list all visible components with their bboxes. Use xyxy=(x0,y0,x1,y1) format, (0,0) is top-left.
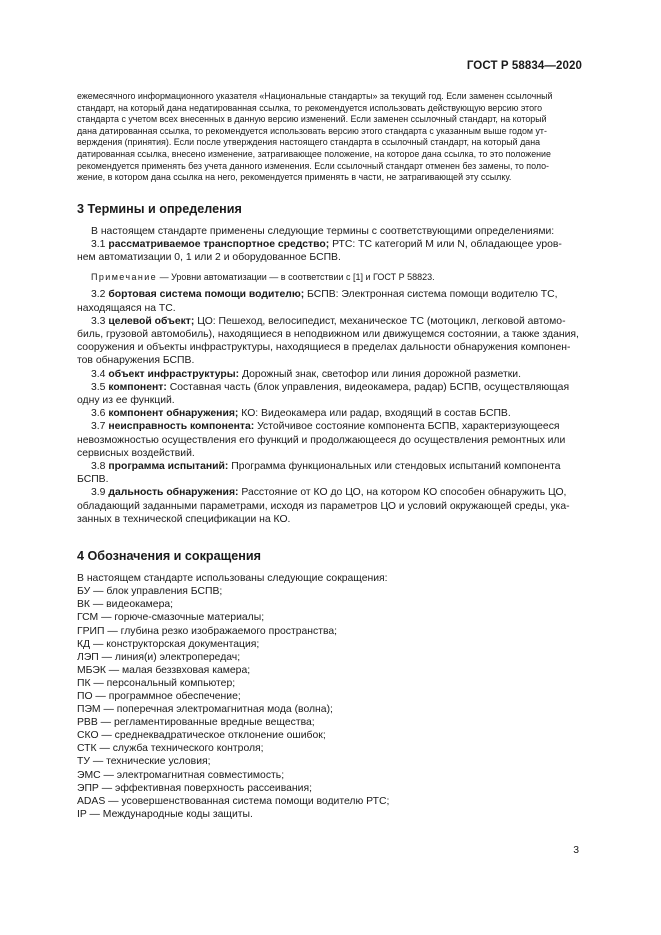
list-item: ПЭМ — поперечная электромагнитная мода (волна); xyxy=(77,704,333,716)
term-number: 3.6 xyxy=(91,408,106,420)
term-definition: ЦО: Пешеход, велосипедист, механическое ТС (мотоцикл, легковой автомо- xyxy=(194,315,566,327)
term-definition: РТС: ТС категорий M или N, обладающее уров- xyxy=(329,238,562,250)
term-3-6 xyxy=(77,407,582,420)
term-definition: Программа функциональных или стендовых испытаний компонента xyxy=(228,461,561,472)
text-line: БСПВ. xyxy=(77,474,109,486)
term-definition: Дорожный знак, светофор или линия дорожной разметки. xyxy=(239,368,521,380)
term-name: бортовая система помощи водителю; xyxy=(108,289,305,301)
term-definition: БСПВ: Электронная система помощи водителю ТС, xyxy=(304,289,558,301)
term-3-7 xyxy=(77,420,582,433)
list-item: ADAS — усовершенствованная система помощи водителю РТС; xyxy=(77,795,390,807)
text-line: стандарта с учетом всех внесенных в данную версию изменений. Если заменен ссылочный стандарт, на который xyxy=(77,114,547,125)
term-3-8 xyxy=(77,460,582,473)
list-item: СКО — среднеквадратическое отклонение ошибок; xyxy=(77,730,326,742)
term-number: 3.1 xyxy=(91,238,106,250)
term-number: 3.9 xyxy=(91,487,106,499)
list-item: БУ — блок управления БСПВ; xyxy=(77,586,223,598)
term-definition: Расстояние от КО до ЦО, на котором КО способен обнаружить ЦО, xyxy=(238,487,567,499)
text-line: стандарт, на который дана недатированная ссылка, то рекомендуется использовать действующую версию этого xyxy=(77,102,543,113)
term-definition: Составная часть (блок управления, видеокамера, радар) БСПВ, осуществляющая xyxy=(166,381,570,393)
list-item: МБЭК — малая беззвховая камера; xyxy=(77,664,251,676)
list-item: СТК — служба технического контроля; xyxy=(77,743,264,755)
list-item: КД — конструкторская документация; xyxy=(77,638,260,650)
note-label: Примечание xyxy=(91,272,158,283)
text-line: биль, грузовой автомобиль), находящиеся в неподвижном или движущемся состоянии, а также здания, xyxy=(77,328,579,340)
term-name: компонент: xyxy=(108,381,167,393)
list-item: ЛЭП — линия(и) электропередач; xyxy=(77,651,241,663)
term-number: 3.5 xyxy=(91,381,106,393)
note xyxy=(77,271,582,283)
term-number: 3.7 xyxy=(91,421,106,433)
term-name: целевой объект; xyxy=(108,315,195,327)
intro-paragraph xyxy=(77,91,582,184)
page-number: 3 xyxy=(573,845,579,856)
text-line: занных в технической спецификации на КО. xyxy=(77,513,291,525)
list-item: ЭПР — эффективная поверхность рассеивания; xyxy=(77,782,312,794)
list-item: ГРИП — глубина резко изображаемого пространства; xyxy=(77,625,338,637)
section-4-title: 4 Обозначения и сокращения xyxy=(77,549,261,564)
term-3-1 xyxy=(77,238,582,251)
text-line: обладающий заданными параметрами, исходя из параметров ЦО и условий окружающей среды, ука- xyxy=(77,500,570,512)
term-name: компонент обнаружения; xyxy=(108,408,239,420)
list-item: ПК — персональный компьютер; xyxy=(77,677,236,689)
note-text: — Уровни автоматизации — в соответствии с [1] и ГОСТ Р 58823. xyxy=(157,272,435,283)
section-3-lead: В настоящем стандарте применены следующие термины с соответствующими определениями: xyxy=(91,225,555,237)
list-item: ГСМ — горюче-смазочные материалы; xyxy=(77,612,265,624)
text-line: жение, в котором дана ссылка на него, рекомендуется применять в части, не затрагивающей эту ссылку. xyxy=(77,172,512,183)
document-header: ГОСТ Р 58834—2020 xyxy=(466,60,582,72)
text-line: верждения (принятия). Если после утверждения настоящего стандарта в ссылочный стандарт, на который дана xyxy=(77,137,541,148)
text-line: нем автоматизации 0, 1 или 2 и оборудованное БСПВ. xyxy=(77,252,341,264)
term-number: 3.2 xyxy=(91,289,106,301)
list-item: ЭМС — электромагнитная совместимость; xyxy=(77,769,285,781)
list-item: ВК — видеокамера; xyxy=(77,599,174,611)
term-definition: Устойчивое состояние компонента БСПВ, характеризующееся xyxy=(254,421,560,433)
list-item: IP — Международные коды защиты. xyxy=(77,808,253,820)
section-3-title: 3 Термины и определения xyxy=(77,201,242,216)
term-3-5 xyxy=(77,381,582,394)
term-name: объект инфраструктуры: xyxy=(108,368,240,380)
text-line: сервисных воздействий. xyxy=(77,447,195,459)
text-line: одну из ее функций. xyxy=(77,394,175,406)
text-line: ежемесячного информационного указателя «Национальные стандарты» за текущий год. Если заменен ссылочный xyxy=(77,91,553,101)
list-item: ТУ — технические условия; xyxy=(77,756,211,768)
list-item: РВВ — регламентированные вредные вещества; xyxy=(77,717,315,729)
term-3-9 xyxy=(77,486,582,499)
term-3-2 xyxy=(77,288,582,301)
term-definition: КО: Видеокамера или радар, входящий в состав БСПВ. xyxy=(238,408,511,420)
term-number: 3.3 xyxy=(91,315,106,327)
term-3-4 xyxy=(77,368,582,381)
list-item: ПО — программное обеспечение; xyxy=(77,690,241,702)
text-line: невозможностью осуществления его функций и продолжающееся до осуществления ремонтных или xyxy=(77,434,566,446)
text-line: датированная ссылка, внесено изменение, затрагивающее положение, на которое дана ссылка, то это положение xyxy=(77,148,551,159)
term-name: рассматриваемое транспортное средство; xyxy=(108,238,330,250)
section-4-lead: В настоящем стандарте использованы следующие сокращения: xyxy=(77,573,388,585)
term-number: 3.8 xyxy=(91,461,106,472)
term-name: неисправность компонента: xyxy=(108,421,255,433)
text-line: находящаяся на ТС. xyxy=(77,302,176,314)
page-content xyxy=(77,91,582,821)
term-name: программа испытаний: xyxy=(108,461,229,472)
abbreviation-list xyxy=(77,585,582,821)
text-line: дана датированная ссылка, то рекомендуется использовать версию этого стандарта с указанным выше годом ут- xyxy=(77,125,547,136)
text-line: сооружения и объекты инфраструктуры, находящиеся в пределах дальности обнаружения компонен- xyxy=(77,342,571,354)
term-number: 3.4 xyxy=(91,368,106,380)
term-3-3 xyxy=(77,315,582,328)
term-name: дальность обнаружения: xyxy=(108,487,239,499)
text-line: тов обнаружения БСПВ. xyxy=(77,355,195,367)
text-line: рекомендуется применять без учета данного изменения. Если ссылочный стандарт отменен без замены, то поло- xyxy=(77,160,550,171)
